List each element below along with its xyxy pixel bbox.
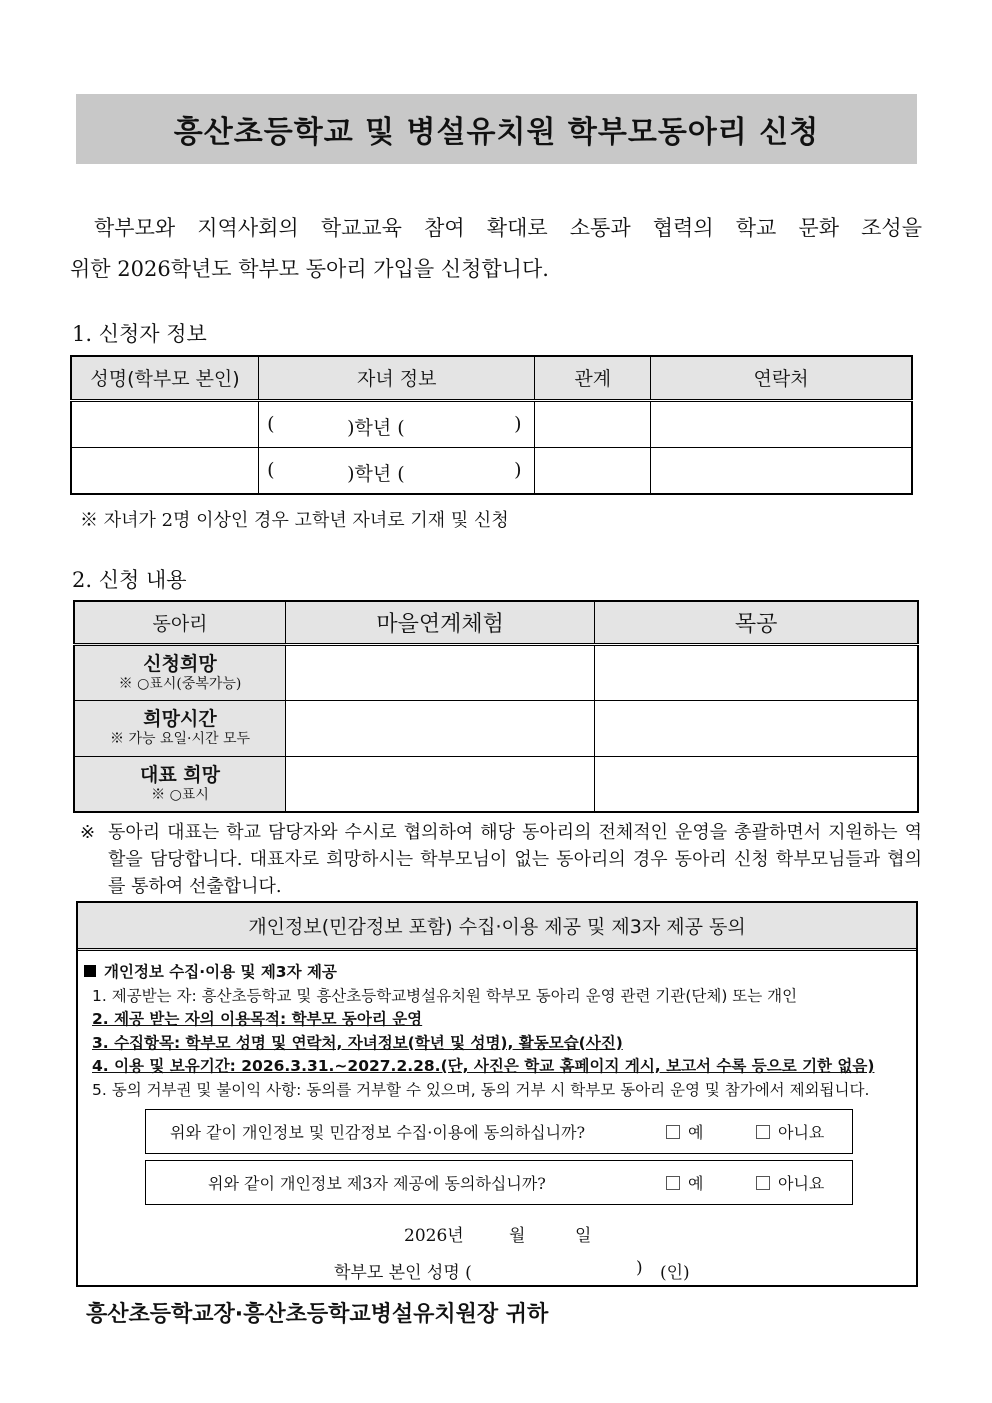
form-title-bar [76, 94, 917, 164]
child-info-field[interactable] [259, 400, 535, 447]
consent-item-3-text: 3. 수집항목: 학부모 성명 및 연락처, 자녀정보(학년 및 성명), 활동모습(사진) [92, 1033, 623, 1052]
name-field[interactable] [71, 447, 259, 494]
privacy-consent-box [76, 901, 918, 1287]
checkbox-icon[interactable] [756, 1176, 770, 1190]
row-label-main: 희망시간 [143, 708, 217, 731]
yes-label: 예 [688, 1174, 704, 1193]
consent-title: 개인정보(민감정보 포함) 수집·이용 제공 및 제3자 제공 동의 [78, 903, 916, 951]
contact-field[interactable] [651, 447, 912, 494]
contact-field[interactable] [651, 400, 912, 447]
no-label: 아니요 [778, 1123, 825, 1142]
applicant-info-table [70, 355, 913, 495]
row-label-sub: ※ ○표시 [151, 786, 209, 803]
consent-question-2 [145, 1160, 853, 1205]
row-label-sub: ※ ○표시(중복가능) [118, 675, 242, 692]
consent-item-1: 1. 제공받는 자: 흥산초등학교 및 흥산초등학교병설유치원 학부모 동아리 운영 관련 기관(단체) 또는 개인 [92, 986, 798, 1005]
child-open-paren: ( [267, 458, 275, 481]
leader-note [80, 819, 922, 900]
checkbox-icon[interactable] [756, 1125, 770, 1139]
q1-yes-option[interactable] [666, 1120, 703, 1143]
consent-question-1 [145, 1109, 853, 1154]
row-label-main: 신청희망 [143, 652, 217, 675]
signature-field[interactable] [494, 1258, 634, 1280]
intro-line-2: 위한 2026학년도 학부모 동아리 가입을 신청합니다. [70, 257, 549, 281]
section2-title: 2. 신청 내용 [72, 568, 187, 592]
header-woodwork: 목공 [595, 601, 918, 644]
no-label: 아니요 [778, 1174, 825, 1193]
row-label-main: 대표 희망 [139, 763, 221, 786]
intro-line-1: 학부모와 지역사회의 학교교육 참여 확대로 소통과 협력의 학교 문화 조성을 [94, 216, 922, 240]
relation-field[interactable] [535, 447, 651, 494]
consent-list-head [84, 961, 914, 985]
q2-yes-option[interactable] [666, 1171, 703, 1194]
woodwork-time-field[interactable] [595, 700, 918, 756]
black-square-icon [84, 965, 96, 977]
village-wish-field[interactable] [286, 644, 595, 700]
signature-label: 학부모 본인 성명 ( [334, 1263, 472, 1283]
date-year: 2026년 [404, 1226, 464, 1246]
consent-item-2-text: 2. 제공 받는 자의 이용목적: 학부모 동아리 운영 [92, 1010, 423, 1028]
row-label-sub: ※ 가능 요일·시간 모두 [110, 731, 250, 747]
child-close-paren: ) [514, 458, 522, 481]
child-info-field[interactable] [259, 447, 535, 494]
table-row [74, 756, 918, 812]
woodwork-wish-field[interactable] [595, 644, 918, 700]
header-child-info: 자녀 정보 [259, 356, 535, 400]
section1-title: 1. 신청자 정보 [72, 322, 207, 346]
relation-field[interactable] [535, 400, 651, 447]
name-field[interactable] [71, 400, 259, 447]
row-label-leader [74, 756, 286, 812]
q2-no-option[interactable] [756, 1171, 824, 1194]
table-row [71, 447, 912, 494]
addressee-footer: 흥산초등학교장·흥산초등학교병설유치원장 귀하 [86, 1302, 549, 1327]
yes-label: 예 [688, 1123, 704, 1142]
consent-item-4-text: 4. 이용 및 보유기간: 2026.3.31.~2027.2.28.(단, 사진은 학교 홈페이지 게시, 보고서 수록 등으로 기한 없음) [92, 1057, 875, 1075]
intro-paragraph [70, 208, 922, 290]
q1-no-option[interactable] [756, 1120, 824, 1143]
signature-close-paren: ) [636, 1258, 643, 1278]
child-grade-label: )학년 ( [347, 416, 405, 439]
table-row [74, 644, 918, 700]
checkbox-icon[interactable] [666, 1125, 680, 1139]
child-close-paren: ) [514, 412, 522, 435]
consent-item-5: 5. 동의 거부권 및 불이익 사항: 동의를 거부할 수 있으며, 동의 거부 시 학부모 동아리 운영 및 참가에서 제외됩니다. [92, 1080, 870, 1099]
header-relation: 관계 [535, 356, 651, 400]
note-mark: ※ [80, 822, 96, 843]
form-title: 흥산초등학교 및 병설유치원 학부모동아리 신청 [173, 115, 820, 150]
village-leader-field[interactable] [286, 756, 595, 812]
consent-list-head-text: 개인정보 수집·이용 및 제3자 제공 [104, 963, 337, 981]
table-row [71, 400, 912, 447]
child-grade-label: )학년 ( [347, 462, 405, 485]
applicant-note: ※ 자녀가 2명 이상인 경우 고학년 자녀로 기재 및 신청 [80, 510, 509, 531]
row-label-wish [74, 644, 286, 700]
date-day[interactable]: 일 [575, 1226, 592, 1246]
header-name: 성명(학부모 본인) [71, 356, 259, 400]
village-time-field[interactable] [286, 700, 595, 756]
question-1-text: 위와 같이 개인정보 및 민감정보 수집·이용에 동의하십니까? [170, 1123, 586, 1142]
checkbox-icon[interactable] [666, 1176, 680, 1190]
date-month[interactable]: 월 [509, 1226, 526, 1246]
signature-seal: (인) [660, 1263, 690, 1283]
leader-note-text: 동아리 대표는 학교 담당자와 수시로 협의하여 해당 동아리의 전체적인 운영을 총괄하면서 지원하는 역할을 담당합니다. 대표자로 희망하시는 학부모님이 없는 동아리의 경우 동아리 신청 학부모님들과 협의를 통하여 선출합니다. [108, 822, 922, 897]
child-open-paren: ( [267, 412, 275, 435]
table-row [74, 700, 918, 756]
header-contact: 연락처 [651, 356, 912, 400]
application-content-table [73, 600, 919, 813]
row-label-time [74, 700, 286, 756]
header-village-experience: 마을연계체험 [286, 601, 595, 644]
consent-item-4 [84, 1055, 914, 1079]
consent-list [84, 961, 914, 1102]
consent-item-2 [84, 1008, 914, 1032]
header-club: 동아리 [74, 601, 286, 644]
woodwork-leader-field[interactable] [595, 756, 918, 812]
question-2-text: 위와 같이 개인정보 제3자 제공에 동의하십니까? [208, 1174, 546, 1193]
consent-item-3 [84, 1032, 914, 1056]
